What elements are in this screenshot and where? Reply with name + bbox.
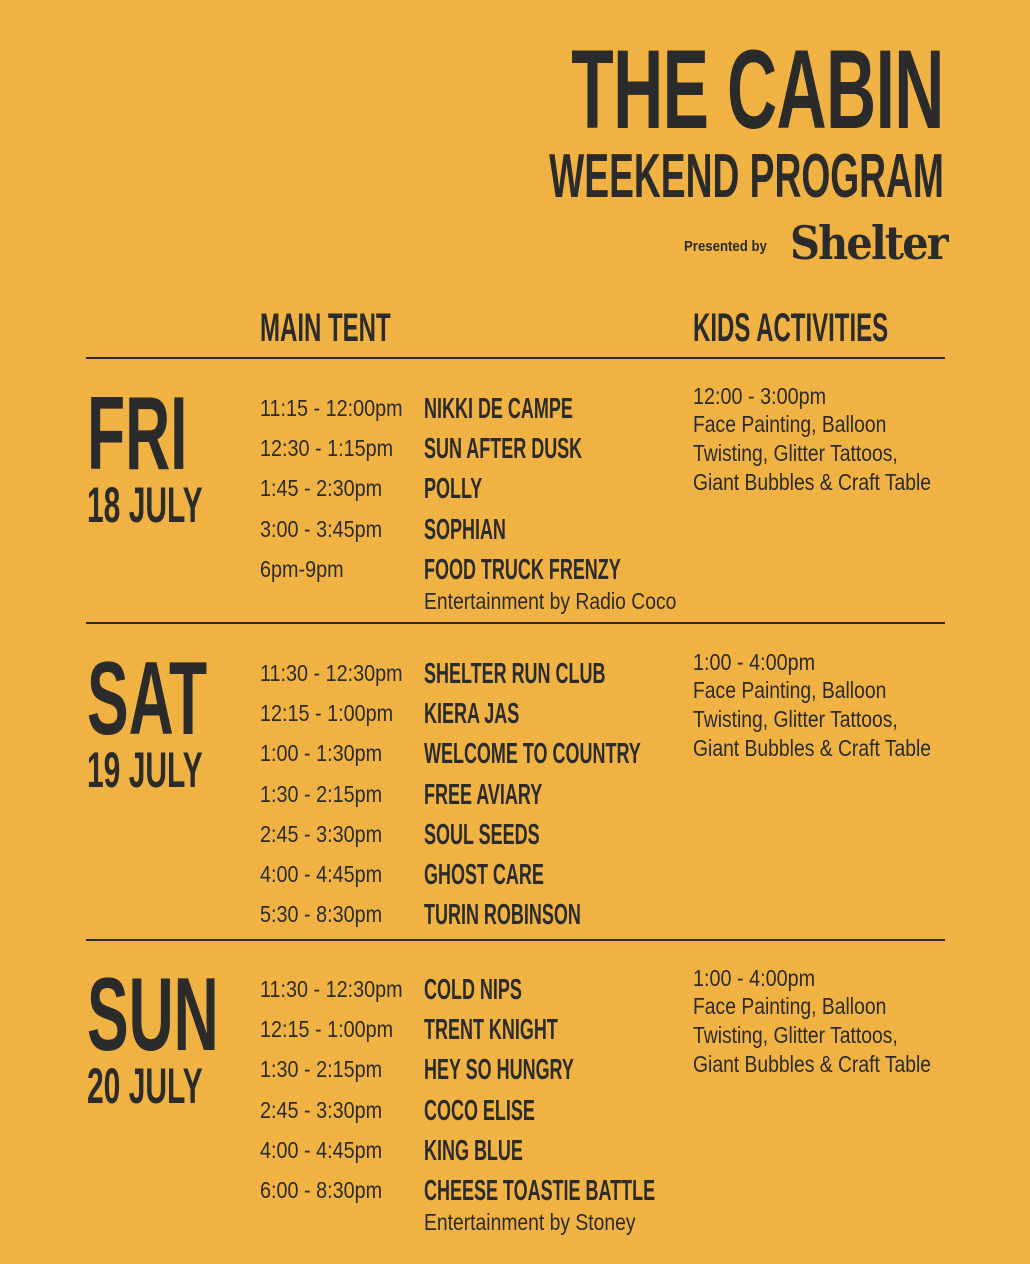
slot-time: 2:45 - 3:30pm [260,1096,383,1123]
slot-time: 1:45 - 2:30pm [260,475,383,502]
divider [86,357,945,359]
act-name: TRENT KNIGHT [424,1014,558,1047]
day-date: 18 JULY [87,477,203,533]
schedule-row [0,659,680,699]
kids-activity-text: Twisting, Glitter Tattoos, [693,706,898,732]
slot-time: 12:15 - 1:00pm [260,1016,394,1043]
day-date: 19 JULY [87,742,203,798]
entertainment-note: Entertainment by Stoney [424,1209,636,1235]
schedule-row [0,780,680,820]
act-name: COLD NIPS [424,974,522,1006]
main-tent-heading: MAIN TENT [260,306,391,350]
act-name: HEY SO HUNGRY [424,1054,574,1087]
slot-time: 1:30 - 2:15pm [260,1056,383,1083]
schedule-row [0,1175,680,1235]
act-name: POLLY [424,473,483,506]
schedule-row [0,474,680,514]
act-name: FREE AVIARY [424,778,543,811]
schedule-row [0,515,680,555]
act-name: WELCOME TO COUNTRY [424,738,641,771]
kids-time: 1:00 - 4:00pm [693,649,816,675]
act-name: CHEESE TOASTIE BATTLE [424,1175,656,1207]
kids-activity-text: Giant Bubbles & Craft Table [693,469,932,495]
day-name: FRI [87,376,188,492]
act-name: TURIN ROBINSON [424,899,581,932]
slot-time: 2:45 - 3:30pm [260,820,383,847]
kids-activity-text: Giant Bubbles & Craft Table [693,735,932,761]
kids-activity-text: Twisting, Glitter Tattoos, [693,1022,898,1048]
schedule-row [0,739,680,779]
slot-time: 12:30 - 1:15pm [260,435,394,462]
schedule-row [0,553,680,614]
schedule-row [0,860,680,900]
slot-time: 1:30 - 2:15pm [260,780,383,807]
slot-time: 6:00 - 8:30pm [260,1177,383,1203]
schedule-row [0,394,680,434]
slot-time: 11:30 - 12:30pm [260,660,403,686]
kids-time: 12:00 - 3:00pm [693,383,827,409]
act-name: NIKKI DE CAMPE [424,393,573,425]
kids-activity-text: Twisting, Glitter Tattoos, [693,440,898,466]
slot-time: 3:00 - 3:45pm [260,515,383,542]
slot-time: 6pm-9pm [260,555,344,582]
slot-time: 4:00 - 4:45pm [260,1136,383,1163]
schedule-row [0,1015,680,1055]
act-name: SOPHIAN [424,513,506,546]
day-name: SUN [87,957,219,1073]
kids-time: 1:00 - 4:00pm [693,965,816,991]
kids-activities-heading: KIDS ACTIVITIES [693,306,889,350]
schedule-row [0,699,680,739]
act-name: KIERA JAS [424,698,520,731]
kids-activity-text: Face Painting, Balloon [693,677,887,703]
slot-time: 5:30 - 8:30pm [260,901,383,928]
page-title: THE CABIN [571,27,944,152]
presented-by-label: Presented by [684,238,767,255]
slot-time: 12:15 - 1:00pm [260,700,394,727]
kids-activity-text: Giant Bubbles & Craft Table [693,1051,932,1077]
schedule-row [0,1136,680,1176]
act-name: KING BLUE [424,1134,523,1167]
shelter-logo: Shelter [790,216,947,270]
schedule-row [0,975,680,1015]
schedule-row [0,1096,680,1136]
slot-time: 4:00 - 4:45pm [260,861,383,887]
slot-time: 11:30 - 12:30pm [260,976,403,1002]
act-name: SOUL SEEDS [424,818,540,851]
kids-activity-text: Face Painting, Balloon [693,411,887,437]
kids-activities [693,382,993,497]
act-name: FOOD TRUCK FRENZY [424,553,621,586]
day-name: SAT [87,641,208,757]
day-date: 20 JULY [87,1058,203,1114]
act-name: SUN AFTER DUSK [424,433,583,466]
entertainment-note: Entertainment by Radio Coco [424,587,677,614]
schedule-row [0,900,680,940]
act-name: COCO ELISE [424,1094,535,1127]
page-subtitle: WEEKEND PROGRAM [549,142,944,211]
kids-activities [693,964,993,1079]
kids-activities [693,648,993,763]
slot-time: 11:15 - 12:00pm [260,395,403,421]
act-name: GHOST CARE [424,859,544,891]
divider [86,622,945,624]
schedule-row [0,434,680,474]
slot-time: 1:00 - 1:30pm [260,740,383,767]
kids-activity-text: Face Painting, Balloon [693,993,887,1019]
schedule-row [0,820,680,860]
act-name: SHELTER RUN CLUB [424,658,606,690]
schedule-row [0,1055,680,1095]
